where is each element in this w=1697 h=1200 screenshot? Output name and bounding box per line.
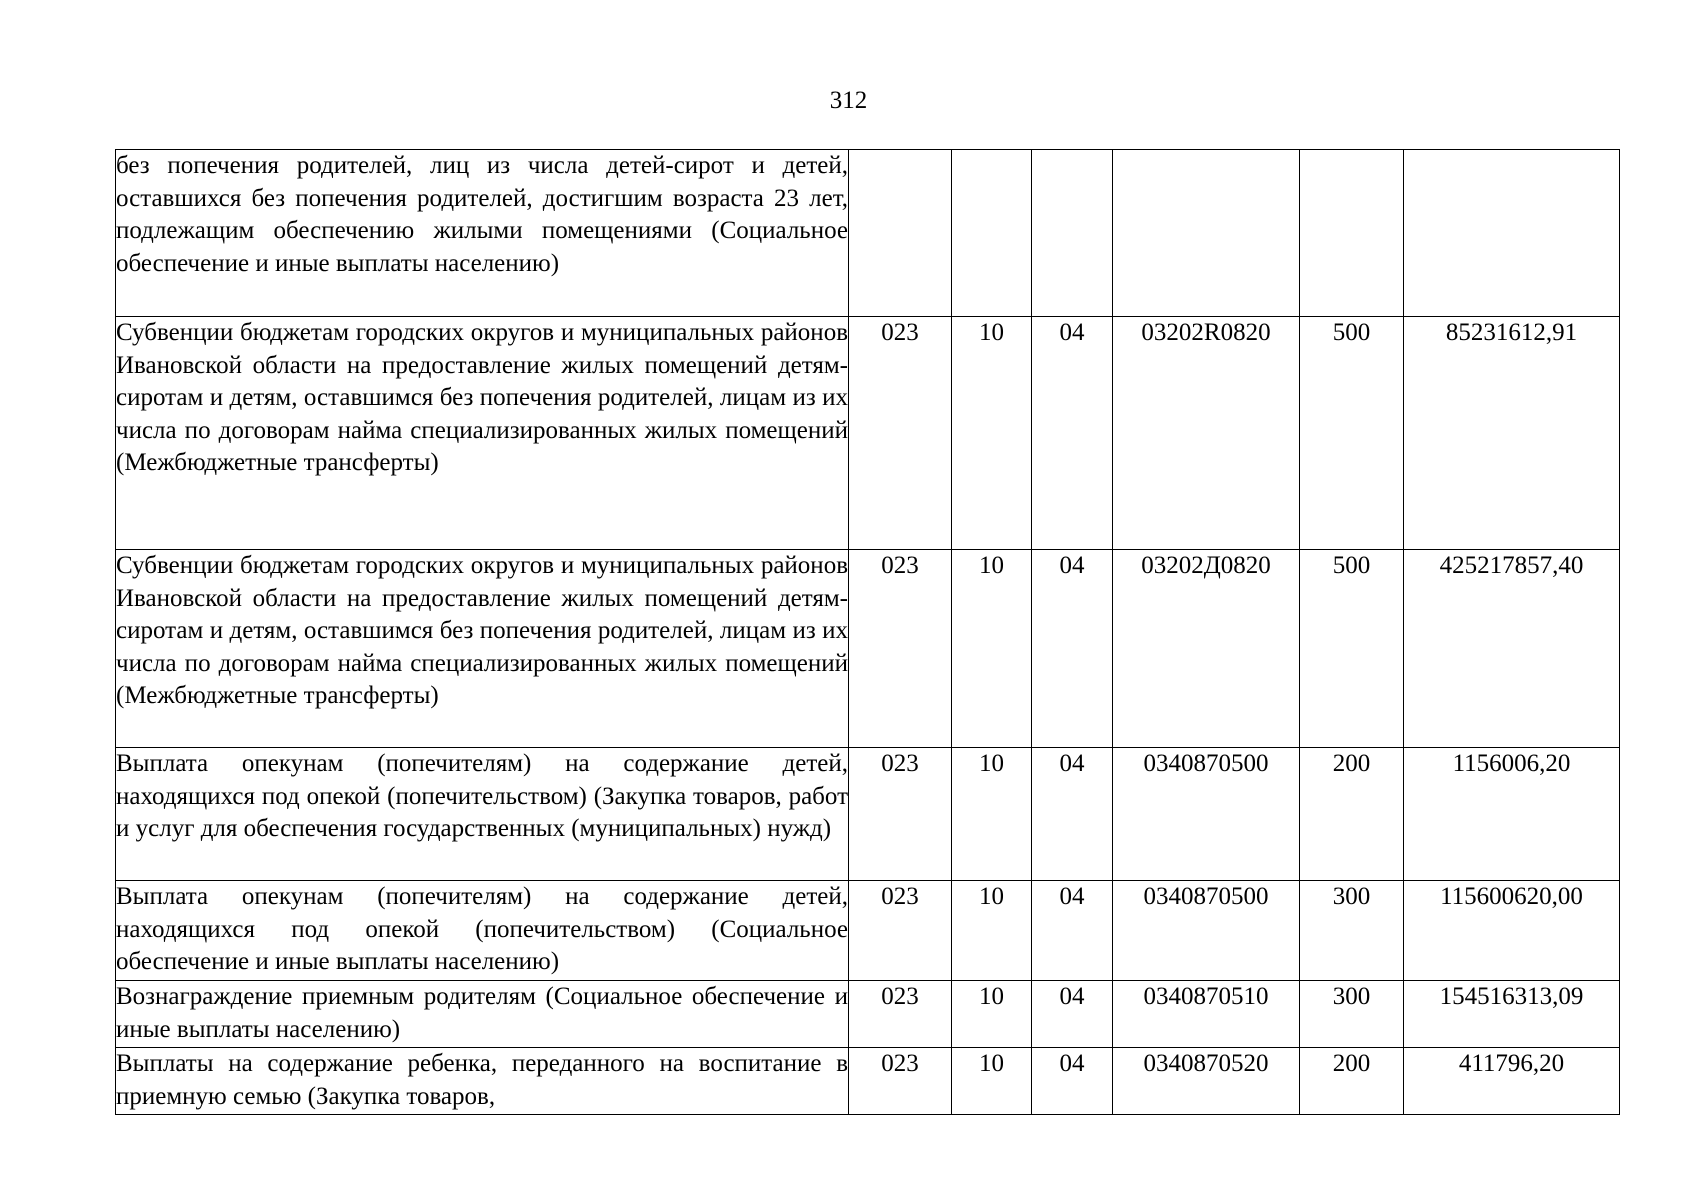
table-row: [116, 881, 1620, 981]
section-code: 10: [952, 1048, 1032, 1115]
target-item-code: 0340870500: [1113, 748, 1300, 881]
expense-type-code: 300: [1300, 981, 1404, 1048]
table-row: [116, 748, 1620, 881]
subsection-code: 04: [1032, 317, 1113, 550]
target-item-code: 0340870500: [1113, 881, 1300, 981]
amount: 115600620,00: [1404, 881, 1620, 981]
table-row: [116, 981, 1620, 1048]
amount: 425217857,40: [1404, 550, 1620, 748]
target-item-code: 0340870520: [1113, 1048, 1300, 1115]
expense-type-code: 500: [1300, 317, 1404, 550]
ministry-code: 023: [849, 981, 952, 1048]
section-code: [952, 150, 1032, 317]
table-row: [116, 550, 1620, 748]
amount: 411796,20: [1404, 1048, 1620, 1115]
amount: [1404, 150, 1620, 317]
row-description: Выплата опекунам (попечителям) на содержание детей, находящихся под опекой (попечительством) (Закупка товаров, работ и услуг для обеспечения государственных (муниципальных) нужд): [116, 748, 849, 881]
expense-type-code: 500: [1300, 550, 1404, 748]
row-description: Выплаты на содержание ребенка, переданного на воспитание в приемную семью (Закупка товаров,: [116, 1048, 849, 1115]
expense-type-code: 200: [1300, 1048, 1404, 1115]
row-description: Субвенции бюджетам городских округов и муниципальных районов Ивановской области на предоставление жилых помещений детям-сиротам и детям, оставшимся без попечения родителей, лицам из их числа по договорам найма специализированных жилых помещений (Межбюджетные трансферты): [116, 550, 849, 748]
ministry-code: 023: [849, 1048, 952, 1115]
table-row: [116, 317, 1620, 550]
target-item-code: 0340870510: [1113, 981, 1300, 1048]
section-code: 10: [952, 748, 1032, 881]
amount: 85231612,91: [1404, 317, 1620, 550]
table-row: [116, 1048, 1620, 1115]
subsection-code: [1032, 150, 1113, 317]
amount: 1156006,20: [1404, 748, 1620, 881]
section-code: 10: [952, 981, 1032, 1048]
section-code: 10: [952, 881, 1032, 981]
expense-type-code: [1300, 150, 1404, 317]
subsection-code: 04: [1032, 881, 1113, 981]
ministry-code: 023: [849, 748, 952, 881]
subsection-code: 04: [1032, 981, 1113, 1048]
ministry-code: [849, 150, 952, 317]
budget-table: [115, 149, 1620, 1115]
row-description: Субвенции бюджетам городских округов и муниципальных районов Ивановской области на предоставление жилых помещений детям-сиротам и детям, оставшимся без попечения родителей, лицам из их числа по договорам найма специализированных жилых помещений (Межбюджетные трансферты): [116, 317, 849, 550]
table-row: [116, 150, 1620, 317]
row-description: Вознаграждение приемным родителям (Социальное обеспечение и иные выплаты населению): [116, 981, 849, 1048]
section-code: 10: [952, 550, 1032, 748]
subsection-code: 04: [1032, 1048, 1113, 1115]
row-description: без попечения родителей, лиц из числа детей-сирот и детей, оставшихся без попечения родителей, достигшим возраста 23 лет, подлежащим обеспечению жилыми помещениями (Социальное обеспечение и иные выплаты населению): [116, 150, 849, 317]
target-item-code: 03202Д0820: [1113, 550, 1300, 748]
section-code: 10: [952, 317, 1032, 550]
ministry-code: 023: [849, 550, 952, 748]
page-number: 312: [829, 87, 868, 114]
ministry-code: 023: [849, 317, 952, 550]
expense-type-code: 300: [1300, 881, 1404, 981]
subsection-code: 04: [1032, 550, 1113, 748]
subsection-code: 04: [1032, 748, 1113, 881]
amount: 154516313,09: [1404, 981, 1620, 1048]
ministry-code: 023: [849, 881, 952, 981]
target-item-code: 03202R0820: [1113, 317, 1300, 550]
expense-type-code: 200: [1300, 748, 1404, 881]
row-description: Выплата опекунам (попечителям) на содержание детей, находящихся под опекой (попечительством) (Социальное обеспечение и иные выплаты населению): [116, 881, 849, 981]
target-item-code: [1113, 150, 1300, 317]
